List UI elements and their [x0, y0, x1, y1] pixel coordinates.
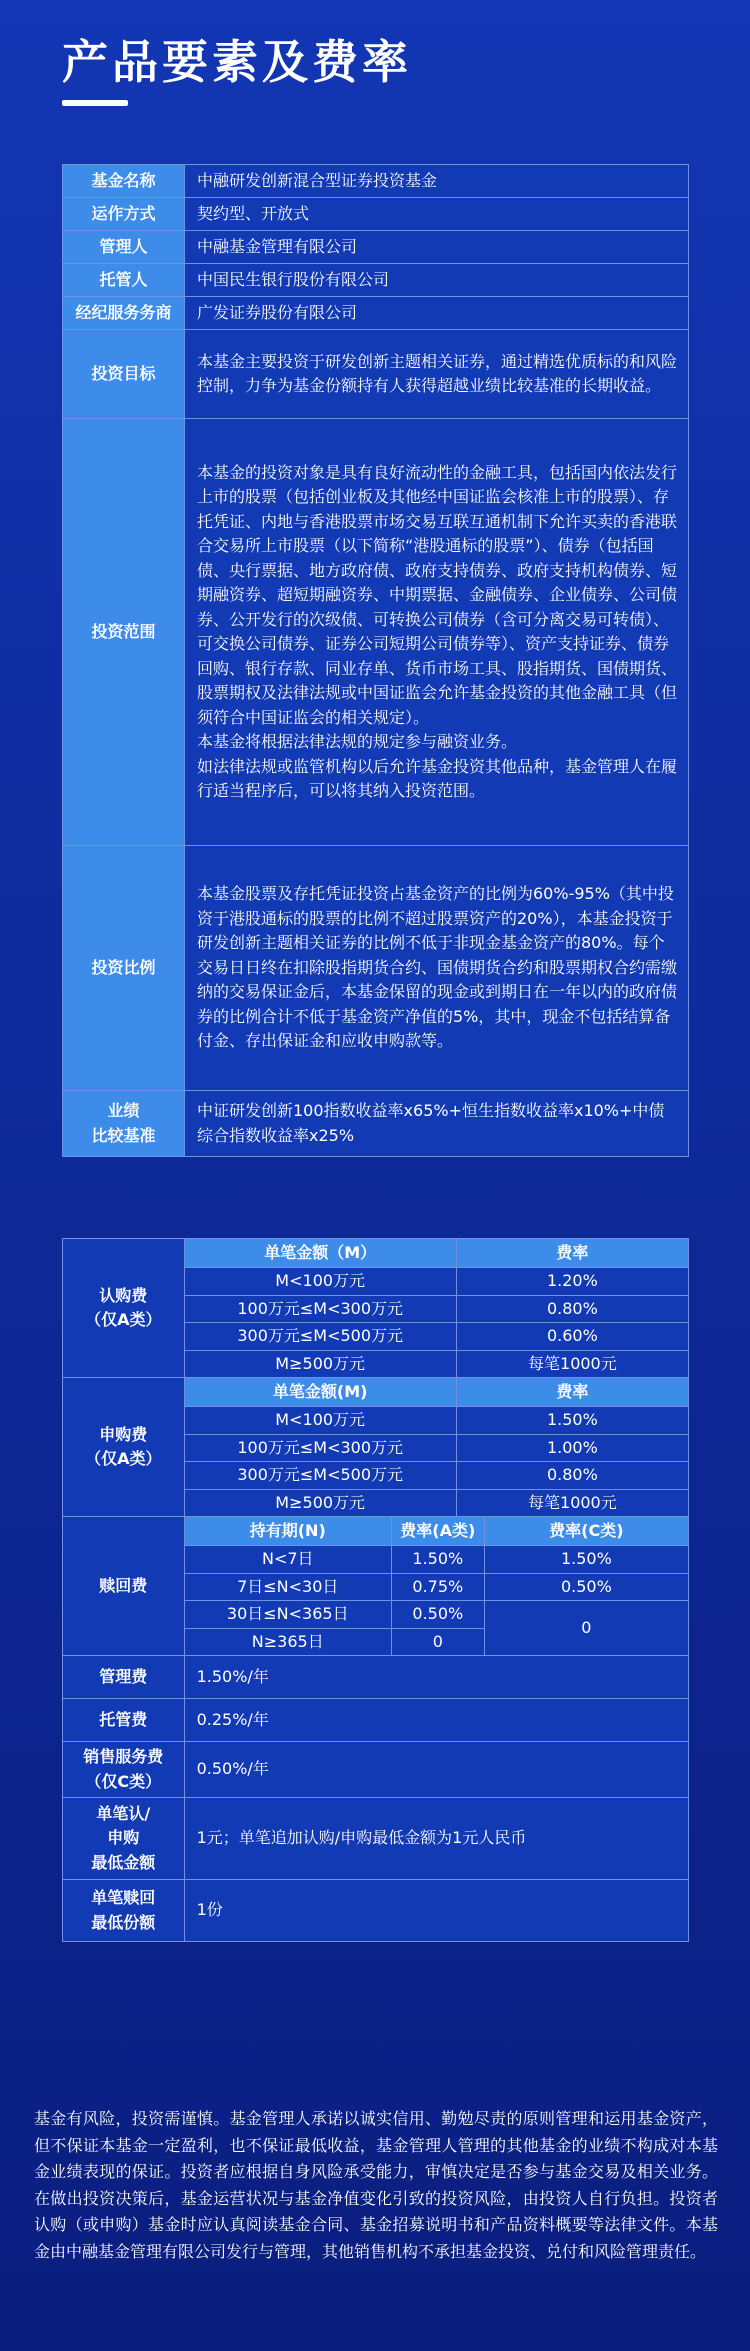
column-header: 费率 [456, 1239, 688, 1268]
row-value: 中融研发创新混合型证券投资基金 [185, 165, 689, 198]
row-label: 托管人 [63, 264, 185, 297]
row-value: 本基金主要投资于研发创新主题相关证券，通过精选优质标的和风险控制，力争为基金份额持有人获得超越业绩比较基准的长期收益。 [185, 330, 689, 419]
column-header: 费率(A类) [391, 1517, 484, 1546]
row-label: 投资范围 [63, 419, 185, 846]
row-value: 1份 [184, 1880, 688, 1942]
label-line: 销售服务费 [83, 1747, 164, 1766]
rate-a-cell: 0.75% [391, 1573, 484, 1601]
table-row [63, 165, 689, 198]
table-row [63, 264, 689, 297]
rate-cell: 0.80% [456, 1462, 688, 1490]
rate-c-cell: 1.50% [484, 1546, 688, 1574]
table-row [63, 419, 689, 846]
purchase-fee-label [63, 1378, 185, 1517]
row-value: 中国民生银行股份有限公司 [185, 264, 689, 297]
amount-cell: M<100万元 [184, 1268, 456, 1296]
row-value: 本基金股票及存托凭证投资占基金资产的比例为60%-95%（其中投资于港股通标的股票的比例不超过股票资产的20%），本基金投资于研发创新主题相关证券的比例不低于非现金基金资产的80%。每个交易日日终在扣除股指期货合约、国债期货合约和股票期权合约需缴纳的交易保证金后，本基金保留的现金或到期日在一年以内的政府债券的比例合计不低于基金资产净值的5%，其中，现金不包括结算备付金、存出保证金和应收申购款等。 [185, 846, 689, 1091]
label-line: （仅C类） [85, 1771, 162, 1791]
amount-cell: 100万元≤M<300万元 [184, 1434, 456, 1462]
rate-a-cell: 1.50% [391, 1546, 484, 1574]
label-line: （仅A类） [85, 1449, 162, 1468]
table-row [63, 330, 689, 419]
row-label [63, 1742, 185, 1798]
label-line: 单笔认/ [96, 1803, 151, 1823]
table-row [63, 1656, 689, 1699]
table-row [63, 198, 689, 231]
label-line: 最低金额 [91, 1852, 156, 1872]
rate-cell: 1.50% [456, 1407, 688, 1435]
period-cell: 30日≤N<365日 [184, 1601, 391, 1629]
label-line: 认购费 [99, 1285, 148, 1305]
row-label: 托管费 [63, 1699, 185, 1742]
period-cell: N≥365日 [184, 1628, 391, 1656]
label-line: （仅A类） [85, 1310, 162, 1329]
fee-table [62, 1238, 689, 1942]
column-header: 费率(C类) [484, 1517, 688, 1546]
row-value: 契约型、开放式 [185, 198, 689, 231]
rate-a-cell: 0.50% [391, 1601, 484, 1629]
subscription-fee-label [63, 1239, 185, 1378]
scope-paragraph: 本基金将根据法律法规的规定参与融资业务。 [197, 732, 518, 751]
rate-a-cell: 0 [391, 1628, 484, 1656]
table-row [63, 846, 689, 1091]
title-underline [62, 100, 128, 106]
row-label: 基金名称 [63, 165, 185, 198]
row-label: 投资比例 [63, 846, 185, 1091]
rate-cell: 每笔1000元 [456, 1350, 688, 1378]
label-line: 申购费 [99, 1424, 148, 1444]
row-value: 中融基金管理有限公司 [185, 231, 689, 264]
column-header: 单笔金额（M） [184, 1239, 456, 1268]
row-label [63, 1798, 185, 1880]
rate-cell: 1.00% [456, 1434, 688, 1462]
rate-c-cell: 0.50% [484, 1573, 688, 1601]
scope-paragraph: 本基金的投资对象是具有良好流动性的金融工具，包括国内依法发行上市的股票（包括创业板及其他经中国证监会核准上市的股票）、存托凭证、内地与香港股票市场交易互联互通机制下允许买卖的香港联合交易所上市股票（以下简称“港股通标的股票”）、债券（包括国债、央行票据、地方政府债、政府支持债券、政府支持机构债券、短期融资券、超短期融资券、中期票据、金融债券、企业债券、公司债券、公开发行的次级债、可转换公司债券（含可分离交易可转债）、可交换公司债券、证券公司短期公司债券等）、资产支持证券、债券回购、银行存款、同业存单、货币市场工具、股指期货、国债期货、股票期权及法律法规或中国证监会允许基金投资的其他金融工具（但须符合中国证监会的相关规定）。 [197, 462, 678, 727]
column-header: 持有期(N) [184, 1517, 391, 1546]
product-info-table [62, 164, 689, 1157]
label-line: 比较基准 [91, 1125, 156, 1145]
row-label: 投资目标 [63, 330, 185, 419]
period-cell: N<7日 [184, 1546, 391, 1574]
amount-cell: 100万元≤M<300万元 [184, 1295, 456, 1323]
table-row [63, 1239, 689, 1268]
amount-cell: 300万元≤M<500万元 [184, 1462, 456, 1490]
table-row [63, 1742, 689, 1798]
row-label [63, 1880, 185, 1942]
row-value: 0.25%/年 [184, 1699, 688, 1742]
column-header: 单笔金额(M) [184, 1378, 456, 1407]
row-value: 中证研发创新100指数收益率x65%+恒生指数收益率x10%+中债综合指数收益率x25% [185, 1091, 689, 1157]
rate-cell: 1.20% [456, 1268, 688, 1296]
rate-c-cell: 0 [484, 1601, 688, 1656]
risk-disclaimer: 基金有风险，投资需谨慎。基金管理人承诺以诚实信用、勤勉尽责的原则管理和运用基金资产，但不保证本基金一定盈利，也不保证最低收益，基金管理人管理的其他基金的业绩不构成对本基金业绩表现的保证。投资者应根据自身风险承受能力，审慎决定是否参与基金交易及相关业务。在做出投资决策后，基金运营状况与基金净值变化引致的投资风险，由投资人自行负担。投资者认购（或申购）基金时应认真阅读基金合同、基金招募说明书和产品资料概要等法律文件。本基金由中融基金管理有限公司发行与管理，其他销售机构不承担基金投资、兑付和风险管理责任。 [34, 2109, 718, 2261]
table-row [63, 1517, 689, 1546]
table-row [63, 297, 689, 330]
row-label [63, 1091, 185, 1157]
rate-cell: 0.80% [456, 1295, 688, 1323]
amount-cell: M≥500万元 [184, 1350, 456, 1378]
label-line: 业绩 [107, 1101, 140, 1120]
row-value: 1元；单笔追加认购/申购最低金额为1元人民币 [184, 1798, 688, 1880]
row-label: 经纪服务务商 [63, 297, 185, 330]
row-value: 广发证券股份有限公司 [185, 297, 689, 330]
label-line: 单笔赎回 [91, 1888, 156, 1907]
table-row [63, 231, 689, 264]
scope-paragraph: 如法律法规或监管机构以后允许基金投资其他品种，基金管理人在履行适当程序后，可以将其纳入投资范围。 [197, 756, 678, 800]
table-row [63, 1091, 689, 1157]
row-value: 0.50%/年 [184, 1742, 688, 1798]
rate-cell: 每笔1000元 [456, 1489, 688, 1517]
table-row [63, 1880, 689, 1942]
page-title: 产品要素及费率 [62, 35, 412, 89]
period-cell: 7日≤N<30日 [184, 1573, 391, 1601]
row-value [185, 419, 689, 846]
amount-cell: M<100万元 [184, 1407, 456, 1435]
rate-cell: 0.60% [456, 1323, 688, 1351]
column-header: 费率 [456, 1378, 688, 1407]
table-row [63, 1699, 689, 1742]
table-row [63, 1378, 689, 1407]
redemption-fee-label: 赎回费 [63, 1517, 185, 1656]
row-label: 管理人 [63, 231, 185, 264]
label-line: 最低份额 [91, 1912, 156, 1932]
label-line: 申购 [107, 1828, 140, 1848]
amount-cell: 300万元≤M<500万元 [184, 1323, 456, 1351]
row-value: 1.50%/年 [184, 1656, 688, 1699]
row-label: 管理费 [63, 1656, 185, 1699]
table-row [63, 1798, 689, 1880]
row-label: 运作方式 [63, 198, 185, 231]
amount-cell: M≥500万元 [184, 1489, 456, 1517]
